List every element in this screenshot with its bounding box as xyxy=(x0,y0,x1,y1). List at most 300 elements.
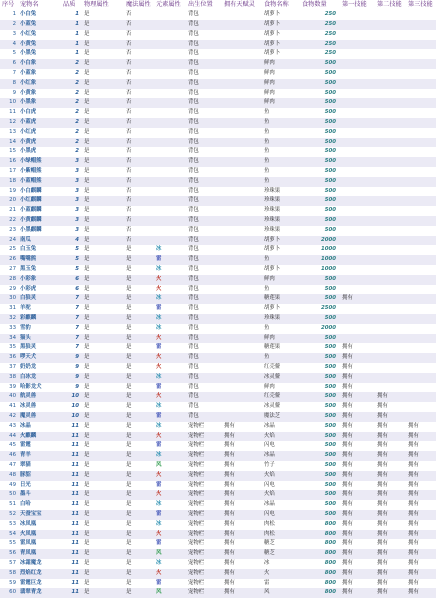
cell-physical: 是 xyxy=(84,11,90,18)
cell-index: 24 xyxy=(9,236,16,243)
cell-food-quantity: 500 xyxy=(324,315,336,321)
cell-food-quantity: 500 xyxy=(324,197,336,204)
cell-food-quantity: 1000 xyxy=(320,246,336,253)
cell-physical: 是 xyxy=(84,520,90,527)
cell-magic: 是 xyxy=(126,462,132,468)
cell-physical: 是 xyxy=(84,226,90,233)
cell-talent: 拥有 xyxy=(224,550,235,557)
cell-physical: 是 xyxy=(84,334,90,341)
cell-index: 21 xyxy=(9,207,16,214)
cell-index: 58 xyxy=(9,569,16,576)
cell-skill-3: 拥有 xyxy=(408,579,419,586)
cell-birth-location: 宠物栏 xyxy=(188,540,205,547)
cell-skill-3: 拥有 xyxy=(408,481,419,488)
cell-food-quantity: 500 xyxy=(324,285,336,292)
cell-food-quantity: 500 xyxy=(324,462,336,468)
cell-index: 25 xyxy=(9,246,16,253)
cell-quality: 9 xyxy=(75,364,79,370)
table-row xyxy=(0,79,436,89)
cell-pet-name: 冰灵兽 xyxy=(20,403,37,410)
cell-food-quantity: 500 xyxy=(324,168,336,174)
cell-talent: 拥有 xyxy=(224,560,235,566)
cell-food-quantity: 500 xyxy=(324,481,336,488)
cell-food-name: 珍珠果 xyxy=(264,217,281,223)
cell-food-name: 冰晶 xyxy=(264,422,275,429)
cell-magic: 是 xyxy=(126,579,132,586)
table-row xyxy=(0,569,436,579)
table-row xyxy=(0,334,436,344)
cell-magic: 是 xyxy=(126,452,132,459)
cell-food-name: 胡萝卜 xyxy=(264,11,281,18)
cell-pet-name: 雷凤凰 xyxy=(20,540,37,547)
cell-quality: 7 xyxy=(75,305,79,312)
cell-magic: 否 xyxy=(126,11,132,18)
cell-index: 35 xyxy=(9,344,16,351)
cell-pet-name: 火麒麟 xyxy=(20,432,37,439)
cell-food-quantity: 500 xyxy=(324,158,336,165)
cell-birth-location: 背包 xyxy=(188,50,199,57)
cell-food-quantity: 500 xyxy=(324,79,336,86)
cell-food-name: 火焰 xyxy=(264,491,275,498)
cell-physical: 是 xyxy=(84,168,90,174)
cell-talent: 拥有 xyxy=(224,471,235,478)
cell-birth-location: 背包 xyxy=(188,403,199,410)
cell-birth-location: 背包 xyxy=(188,393,199,400)
cell-food-quantity: 800 xyxy=(324,540,336,547)
cell-food-quantity: 500 xyxy=(324,422,336,429)
cell-birth-location: 宠物栏 xyxy=(188,422,205,429)
cell-birth-location: 背包 xyxy=(188,295,199,302)
cell-magic: 是 xyxy=(126,550,132,557)
table-row xyxy=(0,294,436,304)
header-index: 序号 xyxy=(2,1,15,9)
cell-physical: 是 xyxy=(84,354,90,361)
cell-food-name: 冰晶 xyxy=(264,501,275,508)
table-row xyxy=(0,441,436,451)
cell-physical: 是 xyxy=(84,481,90,488)
cell-talent: 拥有 xyxy=(224,422,235,429)
cell-talent: 拥有 xyxy=(224,511,235,517)
cell-birth-location: 背包 xyxy=(188,383,199,390)
cell-magic: 是 xyxy=(126,364,132,370)
cell-skill-3: 拥有 xyxy=(408,471,419,478)
cell-food-quantity: 1000 xyxy=(320,266,336,272)
cell-food-quantity: 500 xyxy=(324,60,336,67)
cell-index: 5 xyxy=(12,50,16,57)
cell-quality: 2 xyxy=(75,99,79,106)
table-row xyxy=(0,118,436,128)
cell-index: 36 xyxy=(9,354,16,361)
cell-food-quantity: 500 xyxy=(324,148,336,155)
cell-index: 60 xyxy=(9,589,16,596)
header-food-quantity: 食物数量 xyxy=(302,1,327,9)
cell-quality: 3 xyxy=(75,168,79,174)
cell-pet-name: 魔灵兽 xyxy=(20,413,37,419)
cell-skill-3: 拥有 xyxy=(408,462,419,468)
cell-index: 46 xyxy=(9,452,16,459)
cell-magic: 否 xyxy=(126,30,132,37)
cell-food-name: 胡萝卜 xyxy=(264,236,281,243)
cell-element: 火 xyxy=(156,491,162,498)
cell-skill-2: 拥有 xyxy=(377,579,388,586)
cell-physical: 是 xyxy=(84,432,90,439)
cell-physical: 是 xyxy=(84,109,90,116)
cell-index: 27 xyxy=(9,266,16,272)
cell-physical: 是 xyxy=(84,148,90,155)
cell-element: 风 xyxy=(156,462,162,468)
cell-quality: 2 xyxy=(75,109,79,116)
cell-pet-name: 冰凤凰 xyxy=(20,520,37,527)
cell-magic: 否 xyxy=(126,89,132,96)
cell-food-quantity: 250 xyxy=(324,11,336,18)
cell-skill-1: 拥有 xyxy=(342,511,353,517)
cell-food-quantity: 500 xyxy=(324,99,336,106)
cell-birth-location: 背包 xyxy=(188,354,199,361)
cell-food-quantity: 500 xyxy=(324,295,336,302)
cell-physical: 是 xyxy=(84,89,90,96)
cell-magic: 是 xyxy=(126,413,132,419)
cell-index: 20 xyxy=(9,197,16,204)
table-row xyxy=(0,412,436,422)
cell-food-name: 鱼 xyxy=(264,138,270,145)
table-row xyxy=(0,402,436,412)
cell-food-quantity: 1000 xyxy=(320,256,336,263)
header-skill-2: 第二技能 xyxy=(377,1,402,9)
header-skill-1: 第一技能 xyxy=(342,1,367,9)
cell-quality: 11 xyxy=(71,452,79,459)
cell-pet-name: 猫头 xyxy=(20,334,31,341)
cell-magic: 否 xyxy=(126,138,132,145)
cell-quality: 11 xyxy=(71,432,79,439)
cell-quality: 11 xyxy=(71,481,79,488)
cell-physical: 是 xyxy=(84,40,90,47)
cell-skill-1: 拥有 xyxy=(342,569,353,576)
cell-element: 火 xyxy=(156,471,162,478)
table-row xyxy=(0,265,436,275)
cell-pet-name: 雷霆巨龙 xyxy=(20,579,42,586)
cell-quality: 5 xyxy=(75,246,79,253)
cell-birth-location: 背包 xyxy=(188,344,199,351)
cell-index: 29 xyxy=(9,285,16,292)
cell-quality: 11 xyxy=(71,579,79,586)
cell-physical: 是 xyxy=(84,442,90,449)
cell-food-name: 闪电 xyxy=(264,442,275,449)
cell-magic: 是 xyxy=(126,246,132,253)
cell-food-quantity: 500 xyxy=(324,70,336,76)
cell-physical: 是 xyxy=(84,471,90,478)
table-row xyxy=(0,177,436,187)
cell-food-name: 鲜肉 xyxy=(264,60,275,67)
cell-food-name: 鱼 xyxy=(264,109,270,116)
cell-birth-location: 背包 xyxy=(188,217,199,223)
cell-quality: 5 xyxy=(75,266,79,272)
cell-magic: 是 xyxy=(126,481,132,488)
cell-birth-location: 背包 xyxy=(188,138,199,145)
cell-index: 45 xyxy=(9,442,16,449)
cell-magic: 否 xyxy=(126,236,132,243)
cell-quality: 11 xyxy=(71,511,79,517)
cell-food-name: 鱼 xyxy=(264,324,270,331)
cell-element: 火 xyxy=(156,432,162,439)
cell-magic: 是 xyxy=(126,432,132,439)
cell-magic: 是 xyxy=(126,383,132,390)
cell-skill-2: 拥有 xyxy=(377,540,388,547)
cell-food-quantity: 500 xyxy=(324,364,336,370)
cell-food-name: 红壳鳌 xyxy=(264,364,281,370)
table-row xyxy=(0,353,436,363)
cell-element: 火 xyxy=(156,275,162,282)
cell-element: 冰 xyxy=(156,315,162,321)
cell-physical: 是 xyxy=(84,236,90,243)
cell-food-quantity: 250 xyxy=(324,40,336,47)
cell-food-name: 鲜肉 xyxy=(264,334,275,341)
cell-magic: 是 xyxy=(126,422,132,429)
cell-food-name: 风 xyxy=(264,589,270,596)
cell-magic: 否 xyxy=(126,128,132,135)
cell-skill-2: 拥有 xyxy=(377,471,388,478)
cell-birth-location: 宠物栏 xyxy=(188,569,205,576)
cell-food-name: 胡萝卜 xyxy=(264,266,281,272)
cell-skill-3: 拥有 xyxy=(408,550,419,557)
cell-physical: 是 xyxy=(84,579,90,586)
cell-skill-2: 拥有 xyxy=(377,452,388,459)
cell-index: 6 xyxy=(12,60,16,67)
cell-physical: 是 xyxy=(84,560,90,566)
cell-quality: 2 xyxy=(75,89,79,96)
table-row xyxy=(0,383,436,393)
cell-index: 9 xyxy=(12,89,16,96)
cell-index: 15 xyxy=(9,148,16,155)
table-row xyxy=(0,530,436,540)
table-row xyxy=(0,275,436,285)
cell-magic: 否 xyxy=(126,70,132,76)
cell-magic: 否 xyxy=(126,60,132,67)
cell-pet-name: 冰晶 xyxy=(20,422,31,429)
cell-skill-2: 拥有 xyxy=(377,569,388,576)
cell-physical: 是 xyxy=(84,21,90,27)
cell-index: 41 xyxy=(9,403,16,410)
cell-magic: 否 xyxy=(126,217,132,223)
cell-talent: 拥有 xyxy=(224,442,235,449)
cell-pet-name: 日光 xyxy=(20,481,31,488)
table-row xyxy=(0,314,436,324)
cell-food-name: 鱼 xyxy=(264,256,270,263)
cell-birth-location: 背包 xyxy=(188,60,199,67)
cell-talent: 拥有 xyxy=(224,432,235,439)
table-row xyxy=(0,392,436,402)
cell-quality: 11 xyxy=(71,491,79,498)
cell-element: 雷 xyxy=(156,540,162,547)
cell-skill-1: 拥有 xyxy=(342,530,353,537)
cell-physical: 是 xyxy=(84,364,90,370)
cell-element: 冰 xyxy=(156,246,162,253)
cell-skill-3: 拥有 xyxy=(408,511,419,517)
cell-physical: 是 xyxy=(84,530,90,537)
cell-food-quantity: 500 xyxy=(324,275,336,282)
cell-quality: 4 xyxy=(75,236,79,243)
cell-quality: 2 xyxy=(75,138,79,145)
cell-food-name: 糖芝 xyxy=(264,540,275,547)
cell-magic: 是 xyxy=(126,403,132,410)
cell-food-name: 鱼 xyxy=(264,177,270,184)
table-row xyxy=(0,138,436,148)
header-physical: 物理属性 xyxy=(84,1,109,9)
cell-birth-location: 背包 xyxy=(188,21,199,27)
cell-pet-name: 小白象 xyxy=(20,60,37,67)
cell-food-quantity: 250 xyxy=(324,30,336,37)
cell-quality: 3 xyxy=(75,226,79,233)
cell-food-name: 鱼 xyxy=(264,128,270,135)
header-magic: 魔法属性 xyxy=(126,1,151,9)
cell-pet-name: 豚貂 xyxy=(20,471,31,478)
cell-element: 风 xyxy=(156,589,162,596)
cell-index: 55 xyxy=(9,540,16,547)
cell-food-name: 肉松 xyxy=(264,520,275,527)
cell-talent: 拥有 xyxy=(224,481,235,488)
cell-element: 雷 xyxy=(156,442,162,449)
cell-pet-name: 烈焰红龙 xyxy=(20,569,42,576)
cell-quality: 6 xyxy=(75,275,79,282)
cell-food-quantity: 500 xyxy=(324,217,336,223)
header-quality: 品质 xyxy=(63,1,76,9)
cell-quality: 7 xyxy=(75,324,79,331)
cell-food-name: 珍珠果 xyxy=(264,197,281,204)
cell-quality: 9 xyxy=(75,373,79,380)
table-row xyxy=(0,539,436,549)
cell-food-quantity: 800 xyxy=(324,589,336,596)
cell-pet-name: 小红麒麟 xyxy=(20,197,42,204)
cell-magic: 否 xyxy=(126,168,132,174)
cell-birth-location: 背包 xyxy=(188,236,199,243)
cell-talent: 拥有 xyxy=(224,540,235,547)
cell-food-name: 雷 xyxy=(264,579,270,586)
cell-birth-location: 背包 xyxy=(188,266,199,272)
cell-physical: 是 xyxy=(84,403,90,410)
cell-skill-1: 拥有 xyxy=(342,589,353,596)
cell-index: 33 xyxy=(9,324,16,331)
cell-quality: 1 xyxy=(75,21,79,27)
table-row xyxy=(0,559,436,569)
cell-birth-location: 宠物栏 xyxy=(188,491,205,498)
cell-index: 57 xyxy=(9,560,16,566)
cell-physical: 是 xyxy=(84,187,90,194)
header-pet-name: 宠物名 xyxy=(20,1,39,9)
cell-physical: 是 xyxy=(84,50,90,57)
cell-food-quantity: 800 xyxy=(324,560,336,566)
cell-food-name: 胡萝卜 xyxy=(264,40,281,47)
cell-index: 8 xyxy=(12,79,16,86)
cell-food-name: 闪电 xyxy=(264,511,275,517)
cell-element: 冰 xyxy=(156,295,162,302)
table-row xyxy=(0,147,436,157)
cell-magic: 否 xyxy=(126,40,132,47)
cell-pet-name: 小蓝象 xyxy=(20,70,37,76)
cell-birth-location: 背包 xyxy=(188,148,199,155)
cell-physical: 是 xyxy=(84,344,90,351)
cell-quality: 11 xyxy=(71,471,79,478)
cell-food-name: 鱼 xyxy=(264,119,270,125)
table-row xyxy=(0,206,436,216)
cell-food-quantity: 500 xyxy=(324,334,336,341)
cell-pet-name: 雷霆 xyxy=(20,442,31,449)
cell-food-name: 胡萝卜 xyxy=(264,21,281,27)
cell-quality: 11 xyxy=(71,501,79,508)
cell-pet-name: 白冰龙 xyxy=(20,373,37,380)
cell-index: 16 xyxy=(9,158,16,165)
cell-magic: 否 xyxy=(126,99,132,106)
cell-pet-name: 哈影龙犬 xyxy=(20,383,42,390)
cell-food-quantity: 2000 xyxy=(320,236,336,243)
cell-physical: 是 xyxy=(84,540,90,547)
cell-skill-1: 拥有 xyxy=(342,422,353,429)
cell-physical: 是 xyxy=(84,275,90,282)
table-row xyxy=(0,481,436,491)
cell-quality: 11 xyxy=(71,422,79,429)
cell-food-quantity: 500 xyxy=(324,226,336,233)
cell-element: 冰 xyxy=(156,520,162,527)
cell-skill-1: 拥有 xyxy=(342,481,353,488)
table-row xyxy=(0,108,436,118)
cell-skill-3: 拥有 xyxy=(408,569,419,576)
cell-food-quantity: 500 xyxy=(324,373,336,380)
cell-physical: 是 xyxy=(84,413,90,419)
table-row xyxy=(0,128,436,138)
cell-index: 52 xyxy=(9,511,16,517)
cell-birth-location: 背包 xyxy=(188,226,199,233)
cell-physical: 是 xyxy=(84,60,90,67)
cell-magic: 否 xyxy=(126,148,132,155)
cell-skill-3: 拥有 xyxy=(408,540,419,547)
cell-birth-location: 宠物栏 xyxy=(188,432,205,439)
cell-quality: 2 xyxy=(75,70,79,76)
cell-magic: 是 xyxy=(126,471,132,478)
cell-physical: 是 xyxy=(84,266,90,272)
cell-pet-name: 南瓜 xyxy=(20,236,31,243)
cell-pet-name: 小黄象 xyxy=(20,89,37,96)
cell-pet-name: 小紫帽熊 xyxy=(20,168,42,174)
cell-food-quantity: 500 xyxy=(324,501,336,508)
cell-food-quantity: 500 xyxy=(324,119,336,125)
cell-physical: 是 xyxy=(84,305,90,312)
cell-index: 40 xyxy=(9,393,16,400)
cell-index: 38 xyxy=(9,373,16,380)
cell-element: 风 xyxy=(156,550,162,557)
header-row xyxy=(0,0,436,10)
cell-talent: 拥有 xyxy=(224,579,235,586)
cell-birth-location: 背包 xyxy=(188,168,199,174)
cell-talent: 拥有 xyxy=(224,530,235,537)
cell-skill-1: 拥有 xyxy=(342,462,353,468)
cell-index: 13 xyxy=(9,128,16,135)
cell-skill-2: 拥有 xyxy=(377,491,388,498)
cell-pet-name: 小彩象 xyxy=(20,275,37,282)
cell-quality: 5 xyxy=(75,256,79,263)
cell-pet-name: 小黄虎 xyxy=(20,138,37,145)
cell-skill-2: 拥有 xyxy=(377,511,388,517)
cell-index: 59 xyxy=(9,579,16,586)
cell-skill-3: 拥有 xyxy=(408,491,419,498)
cell-quality: 7 xyxy=(75,334,79,341)
cell-food-quantity: 500 xyxy=(324,432,336,439)
cell-quality: 1 xyxy=(75,30,79,37)
cell-physical: 是 xyxy=(84,246,90,253)
cell-food-quantity: 800 xyxy=(324,569,336,576)
cell-skill-2: 拥有 xyxy=(377,560,388,566)
cell-birth-location: 背包 xyxy=(188,413,199,419)
cell-magic: 否 xyxy=(126,226,132,233)
cell-food-name: 冰晶 xyxy=(264,452,275,459)
cell-index: 3 xyxy=(12,30,16,37)
